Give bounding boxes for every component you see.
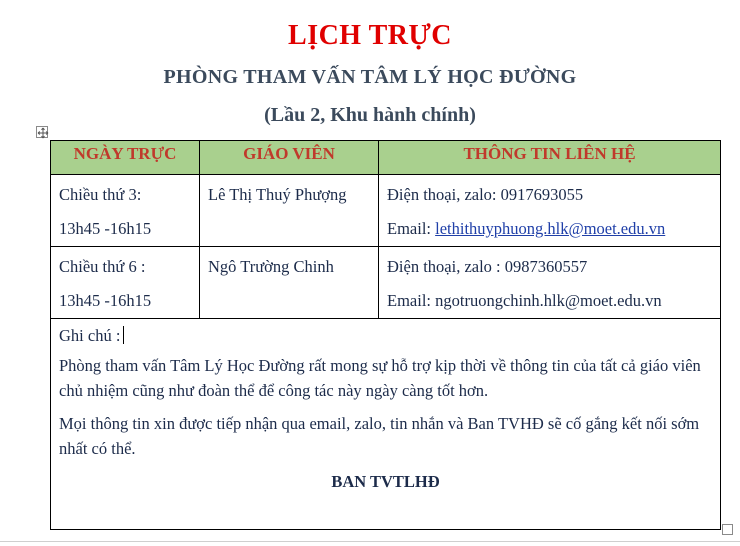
table-resize-handle[interactable] <box>722 524 733 535</box>
duty-schedule-table <box>50 140 721 530</box>
contact-cell <box>379 175 721 247</box>
document-subtitle: PHÒNG THAM VẤN TÂM LÝ HỌC ĐƯỜNG <box>163 66 577 88</box>
time-label: 13h45 -16h15 <box>59 219 152 238</box>
table-header-row <box>51 141 721 175</box>
email-line <box>387 212 713 246</box>
text-cursor <box>123 326 124 344</box>
email-line <box>387 284 713 318</box>
day-label: Chiều thứ 6 : <box>59 257 146 276</box>
notes-label-line <box>59 323 712 348</box>
table-row <box>51 247 721 319</box>
page-divider <box>0 541 740 542</box>
day-cell <box>51 175 200 247</box>
email-prefix: Email: <box>387 219 436 238</box>
phone-label: Điện thoại, zalo: 0917693055 <box>387 185 584 204</box>
notes-row <box>51 319 721 530</box>
document-title: LỊCH TRỰC <box>288 20 452 51</box>
notes-cell[interactable] <box>51 319 721 530</box>
time-label: 13h45 -16h15 <box>59 291 152 310</box>
header-teacher: GIÁO VIÊN <box>200 141 379 175</box>
email-text: ngotruongchinh.hlk@moet.edu.vn <box>435 291 662 310</box>
teacher-name: Ngô Trường Chinh <box>208 257 334 276</box>
teacher-cell <box>200 247 379 319</box>
day-cell <box>51 247 200 319</box>
teacher-cell <box>200 175 379 247</box>
signature: BAN TVTLHĐ <box>331 472 440 491</box>
notes-paragraph-2: Mọi thông tin xin được tiếp nhận qua email, zalo, tin nhắn và Ban TVHĐ sẽ cố gắng kết nối sớm nhất có thể. <box>59 414 700 458</box>
day-label: Chiều thứ 3: <box>59 185 142 204</box>
contact-cell <box>379 247 721 319</box>
teacher-name: Lê Thị Thuý Phượng <box>208 185 347 204</box>
email-link[interactable]: lethithuyphuong.hlk@moet.edu.vn <box>435 219 666 238</box>
table-row <box>51 175 721 247</box>
table-move-handle-icon[interactable] <box>36 126 48 138</box>
phone-label: Điện thoại, zalo : 0987360557 <box>387 257 588 276</box>
notes-label: Ghi chú : <box>59 326 121 345</box>
header-contact: THÔNG TIN LIÊN HỆ <box>379 141 721 175</box>
move-arrows-icon <box>37 127 49 139</box>
document-location: (Lầu 2, Khu hành chính) <box>264 104 476 126</box>
notes-paragraph-1: Phòng tham vấn Tâm Lý Học Đường rất mong sự hỗ trợ kịp thời về thông tin của tất cả giáo viên chủ nhiệm cũng như đoàn thể để công tác này ngày càng tốt hơn. <box>59 356 701 400</box>
header-day: NGÀY TRỰC <box>51 141 200 175</box>
email-prefix: Email: <box>387 291 436 310</box>
